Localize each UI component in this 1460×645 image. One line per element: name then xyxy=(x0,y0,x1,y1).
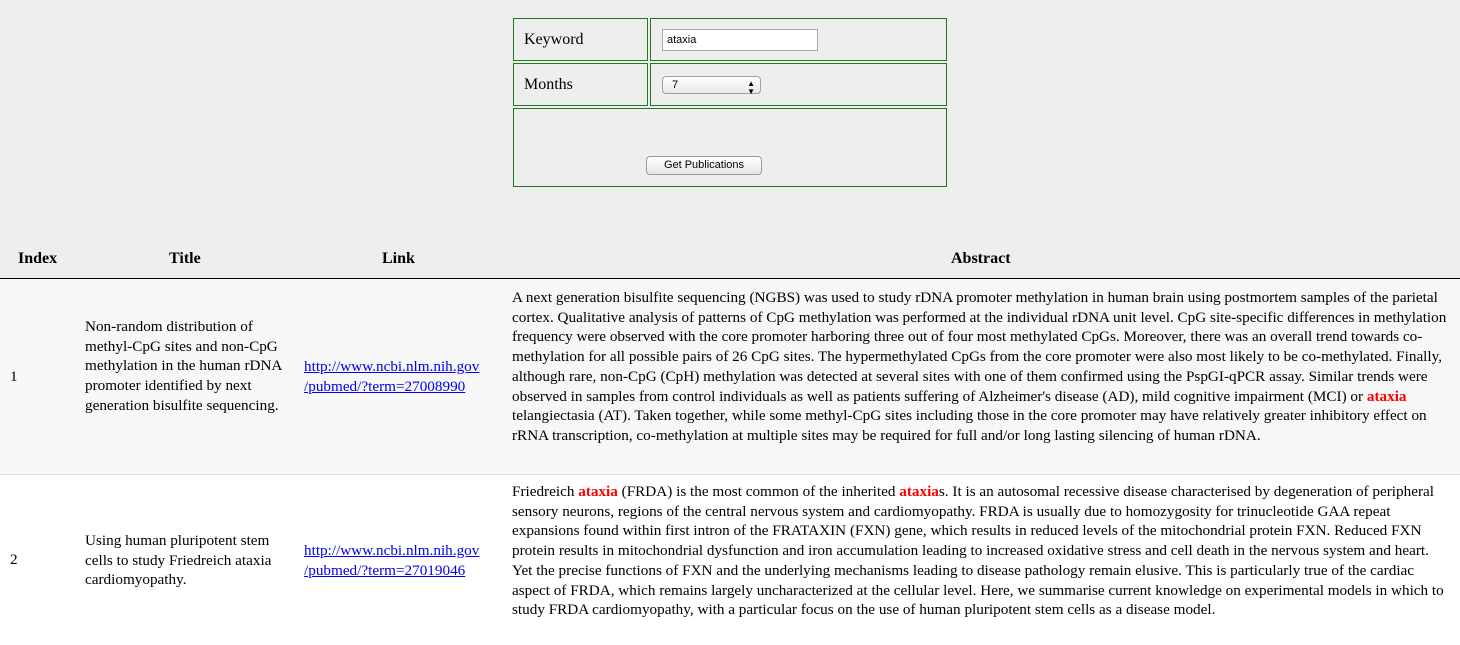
keyword-input[interactable] xyxy=(662,29,818,51)
keyword-highlight: ataxia xyxy=(1366,387,1407,405)
row-index: 2 xyxy=(10,551,18,568)
months-select-cell xyxy=(650,63,947,106)
row-abstract xyxy=(512,482,1447,620)
pubmed-link[interactable] xyxy=(304,541,496,580)
header-abstract: Abstract xyxy=(951,250,1011,267)
abstract-text: A next generation bisulfite sequencing (NGBS) was used to study rDNA promoter methylation in human brain using postmortem samples of the parietal cortex. Qualitative analysis of patterns of CpG methylation was performed at the individual rDNA unit level. CpG site-specific differences in methylation frequency were observed with the core promoter harboring three out of four most methylated CpGs. Moreover, there was an overall trend towards co-methylation for all possible pairs of 26 CpG sites. The hypermethylated CpGs from the core promoter were also most likely to be co-methylated. Finally, although rare, non-CpG (CpH) methylation was detected at several sites with one of them confirmed using the PspGI-qPCR assay. Similar trends were observed in samples from control individuals as well as patients suffering of Alzheimer's disease (AD), mild cognitive impairment (MCI) or xyxy=(512,289,1447,405)
link-line-1: http://www.ncbi.nlm.nih.gov xyxy=(304,542,480,559)
abstract-text: s. It is an autosomal recessive disease characterised by degeneration of peripheral sensory neurons, regions of the central nervous system and cardiomyopathy. FRDA is usually due to homozygosity for trinucleotide GAA repeat expansions found within first intron of the FRATAXIN (FXN) gene, which results in reduced levels of the mitochondrial protein FXN. Reduced FXN protein results in mitochondrial dysfunction and iron accumulation leading to increased oxidative stress and cell death in the nervous system and heart. Yet the precise functions of FXN and the underlying mechanisms leading to disease pathology remain elusive. This is particularly true of the cardiac aspect of FRDA, which remains largely uncharacterized at the cellular level. Here, we summarise current knowledge on experimental models in which to study FRDA cardiomyopathy, with a particular focus on the use of human pluripotent stem cells as a disease model. xyxy=(512,483,1444,619)
keyword-highlight: ataxia xyxy=(578,483,618,500)
row-abstract xyxy=(512,288,1447,446)
months-select[interactable] xyxy=(662,76,761,94)
row-title: Using human pluripotent stem cells to study Friedreich ataxia cardiomyopathy. xyxy=(85,532,272,589)
keyword-label: Keyword xyxy=(524,31,584,48)
months-selected-value: 7 xyxy=(672,79,679,91)
abstract-text: telangiectasia (AT). Taken together, while some methyl-CpG sites including those in the core promoter may have relatively greater inhibitory effect on rRNA transcription, co-methylation at multiple sites may be required for full and/or long lasting silencing of human rDNA. xyxy=(512,407,1427,444)
table-row xyxy=(0,279,1460,475)
row-index: 1 xyxy=(10,368,18,385)
keyword-label-cell xyxy=(513,18,648,61)
link-line-1: http://www.ncbi.nlm.nih.gov xyxy=(304,358,480,375)
link-line-2: /pubmed/?term=27008990 xyxy=(304,377,466,395)
get-publications-button[interactable]: Get Publications xyxy=(646,156,762,175)
header-title: Title xyxy=(169,250,201,267)
abstract-text: (FRDA) is the most common of the inherited xyxy=(617,483,900,500)
header-link: Link xyxy=(382,250,415,267)
months-label-cell xyxy=(513,63,648,106)
months-label: Months xyxy=(524,76,573,93)
table-row xyxy=(0,475,1460,645)
abstract-text: Friedreich xyxy=(512,483,579,500)
keyword-input-cell xyxy=(650,18,947,61)
submit-cell xyxy=(513,108,947,187)
link-line-2: /pubmed/?term=27019046 xyxy=(304,561,466,579)
table-header xyxy=(0,240,1460,279)
updown-arrows-icon: ▲ ▼ xyxy=(747,79,755,96)
header-index: Index xyxy=(18,250,58,267)
row-title: Non-random distribution of methyl-CpG sites and non-CpG methylation in the human rDNA promoter identified by next generation bisulfite sequencing. xyxy=(85,318,282,414)
pubmed-link[interactable] xyxy=(304,357,496,396)
keyword-highlight: ataxia xyxy=(899,483,939,500)
